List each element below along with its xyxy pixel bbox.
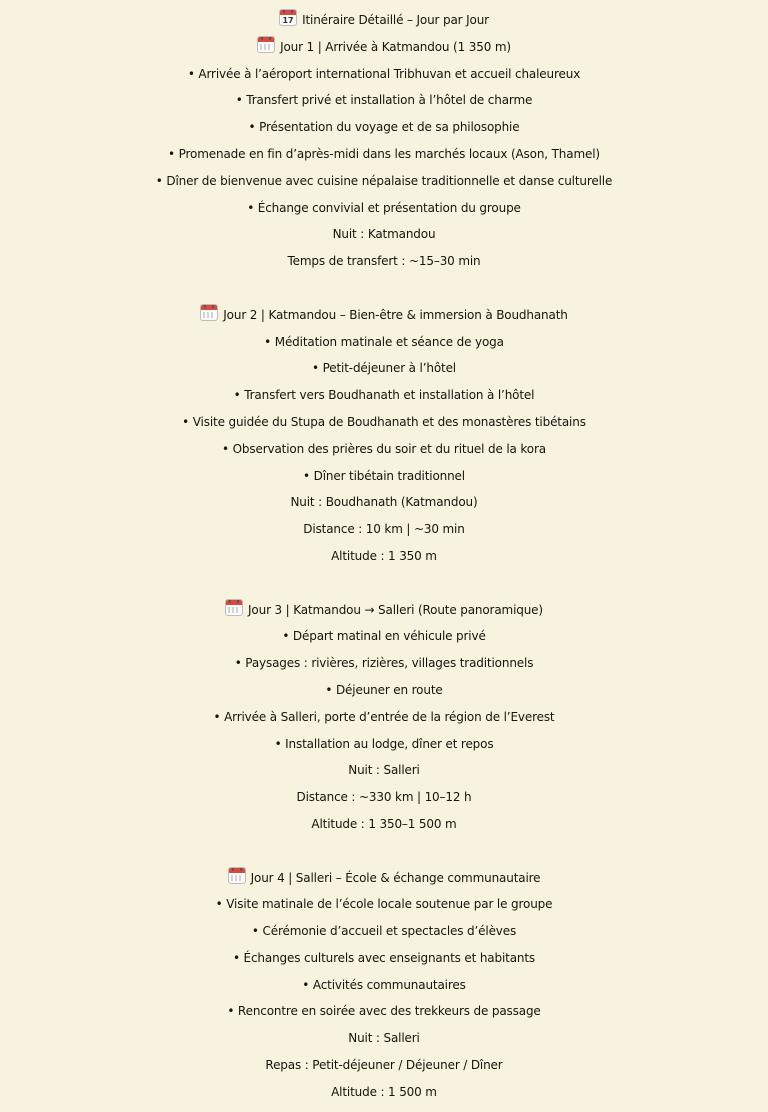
activity-item: • Échanges culturels avec enseignants et habitants [232,950,536,965]
spiral-calendar-icon [257,36,275,53]
day-heading-text: Jour 4 | Salleri – École & échange communautaire [250,870,541,885]
tear-off-calendar-icon: 17 [279,9,297,26]
section-spacer [0,570,768,597]
day-section [0,597,768,838]
activity-item: • Cérémonie d’accueil et spectacles d’élèves [251,924,517,939]
section-spacer [0,275,768,302]
activity-item: • Arrivée à l’aéroport international Tribhuvan et accueil chaleureux [187,66,581,81]
day-detail: Altitude : 1 350–1 500 m [311,816,457,831]
activity-item: • Rencontre en soirée avec des trekkeurs de passage [227,1004,541,1019]
day-heading [0,865,768,892]
day-detail: Distance : 10 km | ~30 min [303,522,465,537]
day-detail: Repas : Petit-déjeuner / Déjeuner / Dîner [265,1058,503,1073]
activity-item: • Observation des prières du soir et du rituel de la kora [222,441,546,456]
activity-item: • Dîner tibétain traditionnel [303,468,465,483]
spiral-calendar-icon [228,867,246,884]
activity-item: • Méditation matinale et séance de yoga [264,334,504,349]
activity-item: • Arrivée à Salleri, porte d’entrée de la région de l’Everest [213,709,555,724]
day-list [0,34,768,1106]
spiral-calendar-icon [225,599,243,616]
activity-item: • Paysages : rivières, rizières, villages traditionnels [234,656,534,671]
day-section [0,865,768,1106]
page-title [0,7,768,34]
activity-item: • Présentation du voyage et de sa philosophie [248,120,520,135]
activity-item: • Installation au lodge, dîner et repos [274,736,494,751]
day-detail: Nuit : Salleri [348,1031,420,1046]
day-section [0,34,768,275]
activity-item: • Activités communautaires [302,977,466,992]
day-heading-text: Jour 2 | Katmandou – Bien-être & immersion à Boudhanath [223,307,568,322]
day-detail: Nuit : Salleri [348,763,420,778]
day-heading-text: Jour 1 | Arrivée à Katmandou (1 350 m) [280,39,511,54]
day-detail: Distance : ~330 km | 10–12 h [296,790,472,805]
activity-item: • Visite matinale de l’école locale soutenue par le groupe [215,897,553,912]
day-detail: Nuit : Boudhanath (Katmandou) [290,495,478,510]
day-section [0,302,768,570]
day-detail: Altitude : 1 350 m [331,548,437,563]
day-heading-text: Jour 3 | Katmandou → Salleri (Route panoramique) [248,602,543,617]
day-heading [0,597,768,624]
day-detail: Temps de transfert : ~15–30 min [287,254,481,269]
activity-item: • Petit-déjeuner à l’hôtel [311,361,456,376]
activity-item: • Dîner de bienvenue avec cuisine népalaise traditionnelle et danse culturelle [155,173,613,188]
activity-item: • Visite guidée du Stupa de Boudhanath et des monastères tibétains [182,414,586,429]
activity-item: • Transfert vers Boudhanath et installation à l’hôtel [233,388,535,403]
spiral-calendar-icon [200,304,218,321]
day-detail: Nuit : Katmandou [332,227,436,242]
section-spacer [0,838,768,865]
activity-item: • Déjeuner en route [325,682,443,697]
activity-item: • Échange convivial et présentation du groupe [247,200,521,215]
day-heading [0,302,768,329]
activity-item: • Promenade en fin d’après-midi dans les marchés locaux (Ason, Thamel) [168,146,600,161]
activity-item: • Transfert privé et installation à l’hôtel de charme [235,93,533,108]
day-detail: Altitude : 1 500 m [331,1084,437,1099]
activity-item: • Départ matinal en véhicule privé [282,629,486,644]
day-heading [0,34,768,61]
page-title-text: Itinéraire Détaillé – Jour par Jour [302,13,489,27]
